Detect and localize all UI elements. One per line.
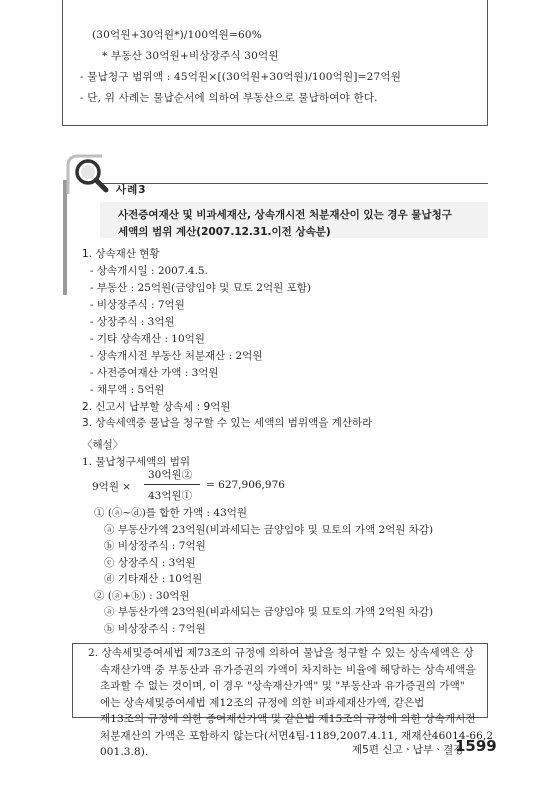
item2-line: 처분재산의 가액은 포함하지 않는다(서면4팀-1189,2007.4.11, 재재산46014-66,2 — [100, 729, 494, 742]
top-line-2: * 부동산 30억원+비상장주식 30억원 — [102, 50, 279, 62]
section1-heading: 1. 상속재산 현황 — [82, 248, 160, 260]
section1-item: - 비상장주식 : 7억원 — [90, 299, 185, 311]
top-example-box — [62, 0, 488, 126]
sub1-item: ⓓ 기타재산 : 10억원 — [104, 573, 203, 585]
sub2-item: ⓑ 비상장주식 : 7억원 — [104, 622, 206, 635]
item2-line: 001.3.8). — [100, 746, 149, 758]
case-title-line-1: 사전증여재산 및 비과세재산, 상속개시전 처분재산이 있는 경우 물납청구 — [118, 209, 452, 221]
item2-line: 초과할 수 없는 것이며, 이 경우 "상속재산가액" 및 "부동산과 유가증권의 가액" — [100, 680, 465, 692]
formula-denominator: 43억원① — [148, 490, 193, 502]
solution-heading: 〈해설〉 — [82, 439, 124, 451]
case-label: 사례3 — [116, 184, 147, 196]
section1-item: - 채무액 : 5억원 — [90, 384, 165, 396]
case-header-rule — [100, 183, 488, 184]
magnifier-icon — [64, 150, 112, 200]
footer-section-title: 제5편 신고ㆍ납부ㆍ결정 — [352, 744, 464, 756]
top-line-1: (30억원+30억원*)/100억원=60% — [92, 29, 262, 41]
item2-line: 에는 상속세및증여세법 제12조의 규정에 의한 비과세재산가액, 같은법 — [100, 696, 425, 709]
sub2-item: ⓐ 부동산가액 23억원(비과세되는 금양임야 및 묘토의 가액 2억원 차감) — [104, 606, 434, 618]
top-line-3: - 물납청구 범위액 : 45억원×[(30억원+30억원)/100억원]=27억원 — [80, 71, 402, 83]
page-number: 1599 — [455, 737, 497, 755]
section2-text: 2. 신고시 납부할 상속세 : 9억원 — [82, 401, 231, 413]
section1-item: - 상장주식 : 3억원 — [90, 316, 175, 328]
solution-item1-heading: 1. 물납청구세액의 범위 — [82, 456, 190, 468]
section1-item: - 상속개시전 부동산 처분재산 : 2억원 — [90, 350, 263, 362]
formula-numerator: 30억원② — [148, 469, 193, 481]
item2-line: 제13조의 규정에 의한 증여재산가액 및 같은법 제15조의 규정에 의한 상속개시전 — [100, 713, 476, 725]
top-line-4: - 단, 위 사례는 물납순서에 의하여 부동산으로 물납하여야 한다. — [80, 92, 378, 104]
formula-left: 9억원 × — [92, 481, 132, 493]
sub1-heading: ① (ⓐ~ⓓ)를 합한 가액 : 43억원 — [94, 507, 248, 519]
item2-line: 2. 상속세및증여세법 제73조의 규정에 의하여 물납을 청구할 수 있는 상속세액은 상 — [88, 647, 474, 659]
section1-item: - 상속개시일 : 2007.4.5. — [90, 265, 208, 277]
sub2-heading: ② (ⓐ+ⓑ) : 30억원 — [94, 589, 190, 602]
section3-text: 3. 상속세액중 물납을 청구할 수 있는 세액의 범위액을 계산하라 — [82, 417, 373, 429]
sub1-item: ⓑ 비상장주식 : 7억원 — [104, 540, 206, 552]
formula-result: = 627,906,976 — [206, 479, 285, 491]
section1-item: - 사전증여재산 가액 : 3억원 — [90, 367, 219, 379]
section1-item: - 기타 상속재산 : 10억원 — [90, 333, 205, 345]
sub1-item: ⓒ 상장주식 : 3억원 — [104, 556, 196, 569]
section1-item: - 부동산 : 25억원(금양임야 및 묘토 2억원 포함) — [90, 282, 311, 294]
fraction-bar — [144, 484, 200, 485]
sub1-item: ⓐ 부동산가액 23억원(비과세되는 금양임야 및 묘토의 가액 2억원 차감) — [104, 523, 434, 536]
case-title-line-2: 세액의 범위 계산(2007.12.31.이전 상속분) — [118, 226, 331, 238]
item2-line: 속재산가액 중 부동산과 유가증권의 가액이 차지하는 비율에 해당하는 상속세액을 — [100, 663, 476, 676]
